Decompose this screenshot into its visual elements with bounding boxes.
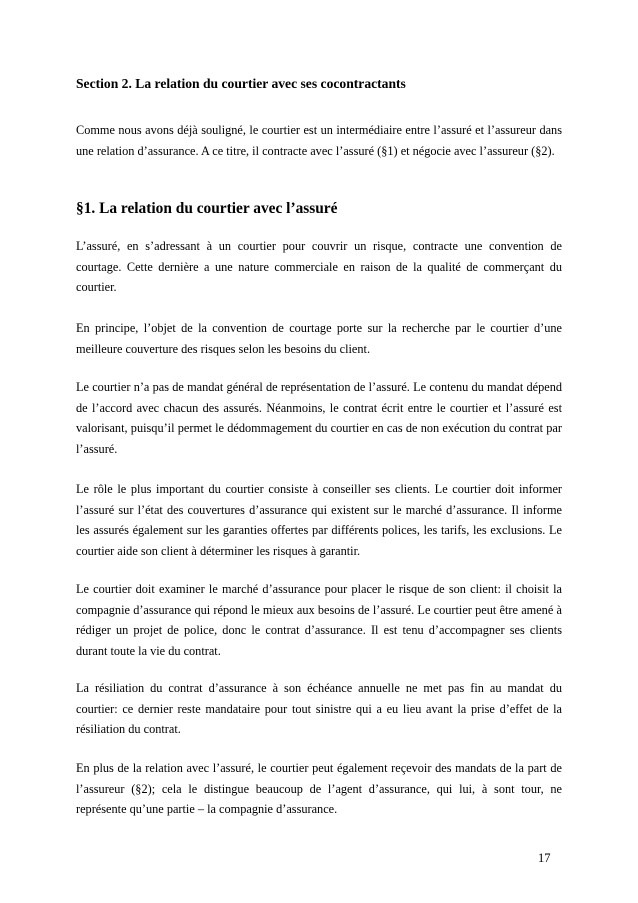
section-title: Section 2. La relation du courtier avec ses cocontractants bbox=[76, 76, 406, 91]
paragraph-4: Le rôle le plus important du courtier consiste à conseiller ses clients. Le courtier doit informer l’assuré sur l’état des couvertures d’assurance qui existent sur le marché d’assurance. Il informe les assurés également sur les garanties offertes par différents polices, les tarifs, les exclusions. Le courtier aide son client à déterminer les risques à garantir. bbox=[76, 482, 562, 558]
paragraph-7: En plus de la relation avec l’assuré, le courtier peut également reçevoir des mandats de la part de l’assureur (§2); cela le distingue beaucoup de l’agent d’assurance, qui lui, à sont tour, ne représente qu’une partie – la compagnie d’assurance. bbox=[76, 761, 562, 817]
intro-paragraph: Comme nous avons déjà souligné, le courtier est un intermédiaire entre l’assuré et l’assureur dans une relation d’assurance. A ce titre, il contracte avec l’assuré (§1) et négocie avec l’assureur (§2). bbox=[76, 123, 562, 158]
paragraph-1: L’assuré, en s’adressant à un courtier pour couvrir un risque, contracte une convention de courtage. Cette dernière a une nature commerciale en raison de la qualité de commerçant du courtier. bbox=[76, 239, 562, 295]
paragraph-3: Le courtier n’a pas de mandat général de représentation de l’assuré. Le contenu du mandat dépend de l’accord avec chacun des assurés. Néanmoins, le contrat écrit entre le courtier et l’assuré est valorisant, puisqu’il permet le dédommagement du courtier en cas de non exécution du contrat par l’assuré. bbox=[76, 380, 562, 456]
page-number: 17 bbox=[538, 851, 551, 865]
paragraph-6: La résiliation du contrat d’assurance à son échéance annuelle ne met pas fin au mandat du courtier: ce dernier reste mandataire pour tout sinistre qui a eu lieu avant la prise d’effet de la résiliation du contrat. bbox=[76, 681, 562, 737]
subsection-heading: §1. La relation du courtier avec l’assuré bbox=[76, 200, 338, 217]
paragraph-2: En principe, l’objet de la convention de courtage porte sur la recherche par le courtier d’une meilleure couverture des risques selon les besoins du client. bbox=[76, 321, 562, 356]
paragraph-5: Le courtier doit examiner le marché d’assurance pour placer le risque de son client: il choisit la compagnie d’assurance qui répond le mieux aux besoins de l’assuré. Le courtier peut être amené à rédiger un projet de police, donc le contrat d’assurance. Il est tenu d’accompagner ses clients durant toute la vie du contrat. bbox=[76, 582, 562, 658]
